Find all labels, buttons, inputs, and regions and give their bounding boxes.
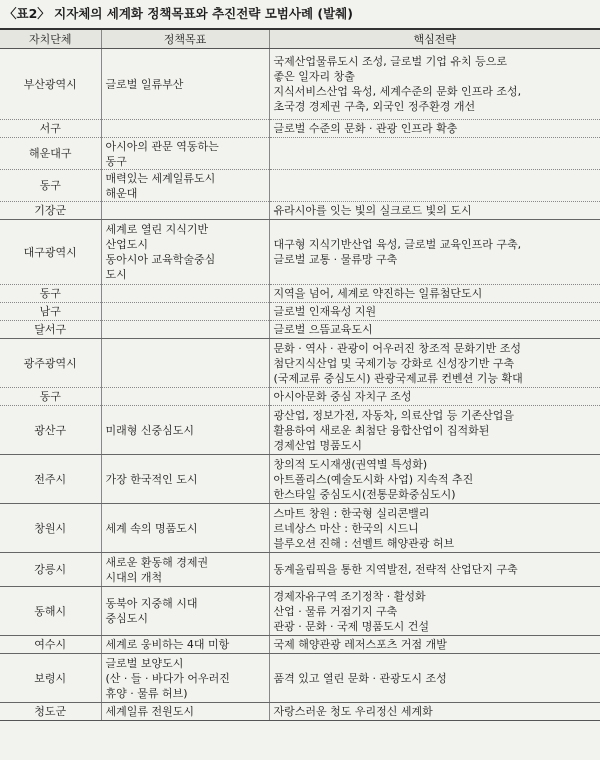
core-strategy-cell-line: 아트폴리스(예술도시화 사업) 지속적 추진 bbox=[273, 472, 474, 486]
core-strategy-cell bbox=[269, 321, 600, 339]
table-row bbox=[0, 587, 600, 636]
municipality-cell bbox=[0, 202, 101, 220]
core-strategy-cell-line: 대구형 지식기반산업 육성, 글로벌 교육인프라 구축, bbox=[273, 238, 522, 251]
table-row bbox=[0, 455, 600, 504]
core-strategy-cell-line: 창의적 도시재생(권역별 특성화) bbox=[273, 457, 428, 471]
policy-goal-cell bbox=[101, 406, 269, 455]
municipality-name: 창원시 bbox=[34, 521, 67, 535]
core-strategy-cell bbox=[269, 455, 600, 504]
municipality-name: 동구 bbox=[39, 287, 61, 300]
core-strategy-cell bbox=[269, 138, 600, 170]
policy-goal-cell-line: 도시 bbox=[105, 268, 127, 281]
municipality-name: 광주광역시 bbox=[23, 356, 77, 370]
policy-goal-cell-line: 세계 속의 명품도시 bbox=[105, 521, 198, 535]
policy-goal-cell bbox=[101, 285, 269, 303]
table-row bbox=[0, 303, 600, 321]
municipality-cell bbox=[0, 654, 101, 703]
policy-goal-cell-line: 새로운 환동해 경제권 bbox=[105, 555, 209, 569]
municipality-cell bbox=[0, 170, 101, 202]
policy-goal-cell bbox=[101, 388, 269, 406]
municipality-name: 동구 bbox=[39, 179, 61, 192]
policy-goal-cell-line: 해운대 bbox=[105, 186, 138, 200]
core-strategy-cell-line: 경제자유구역 조기정착 · 활성화 bbox=[273, 589, 426, 603]
municipality-name: 청도군 bbox=[34, 705, 67, 718]
core-strategy-cell-line: 르네상스 마산 : 한국의 시드니 bbox=[273, 521, 419, 535]
policy-goal-cell bbox=[101, 339, 269, 388]
header-municipality: 자치단체 bbox=[0, 29, 101, 49]
municipality-cell bbox=[0, 321, 101, 339]
table-row bbox=[0, 170, 600, 202]
core-strategy-cell-line: 품격 있고 열린 문화 · 관광도시 조성 bbox=[273, 671, 447, 685]
core-strategy-cell-line: 동계올림픽을 통한 지역발전, 전략적 산업단지 구축 bbox=[273, 563, 518, 576]
core-strategy-cell bbox=[269, 553, 600, 587]
policy-goal-cell-line: 세계로 웅비하는 4대 미항 bbox=[105, 638, 230, 651]
core-strategy-cell bbox=[269, 285, 600, 303]
table-row bbox=[0, 49, 600, 120]
policy-goal-cell-line: 동구 bbox=[105, 154, 127, 168]
policy-goal-cell-line: 산업도시 bbox=[105, 238, 149, 251]
municipality-cell bbox=[0, 703, 101, 721]
municipality-cell bbox=[0, 285, 101, 303]
core-strategy-cell bbox=[269, 636, 600, 654]
policy-goal-cell bbox=[101, 703, 269, 721]
core-strategy-cell bbox=[269, 120, 600, 138]
core-strategy-cell-line: 관광 · 문화 · 국제 명품도시 건설 bbox=[273, 619, 429, 633]
core-strategy-cell bbox=[269, 406, 600, 455]
core-strategy-cell-line: 글로벌 교통 · 물류망 구축 bbox=[273, 253, 398, 266]
municipality-cell bbox=[0, 587, 101, 636]
table-row bbox=[0, 120, 600, 138]
municipality-cell bbox=[0, 406, 101, 455]
core-strategy-cell bbox=[269, 303, 600, 321]
municipality-name: 여수시 bbox=[34, 638, 67, 651]
policy-goal-cell-line: 휴양 · 물류 허브) bbox=[105, 686, 188, 700]
policy-goal-cell-line: 글로벌 일류부산 bbox=[105, 77, 184, 91]
core-strategy-cell-line: 지역을 넘어, 세계로 약진하는 일류첨단도시 bbox=[273, 287, 483, 300]
header-core-strategy: 핵심전략 bbox=[269, 29, 600, 49]
policy-goal-cell-line: (산 · 들 · 바다가 어우러진 bbox=[105, 671, 230, 685]
core-strategy-cell bbox=[269, 339, 600, 388]
core-strategy-cell-line: 블루오션 진해 : 선벨트 해양관광 허브 bbox=[273, 536, 455, 550]
policy-goal-cell-line: 미래형 신중심도시 bbox=[105, 423, 195, 437]
municipality-cell bbox=[0, 636, 101, 654]
core-strategy-cell bbox=[269, 504, 600, 553]
policy-goal-cell bbox=[101, 636, 269, 654]
municipality-name: 남구 bbox=[39, 305, 61, 318]
policy-goal-cell bbox=[101, 138, 269, 170]
core-strategy-cell bbox=[269, 587, 600, 636]
policy-goal-cell-line: 글로벌 보양도시 bbox=[105, 656, 184, 670]
municipality-cell bbox=[0, 49, 101, 120]
policy-goal-cell bbox=[101, 220, 269, 285]
policy-goal-cell bbox=[101, 455, 269, 504]
municipality-name: 동해시 bbox=[34, 604, 67, 618]
policy-goal-cell bbox=[101, 553, 269, 587]
policy-goal-cell bbox=[101, 120, 269, 138]
policy-goal-cell bbox=[101, 49, 269, 120]
core-strategy-cell-line: 한스타일 중심도시(전통문화중심도시) bbox=[273, 487, 456, 501]
table-title: 〈표2〉 지자체의 세계화 정책목표와 추진전략 모범사례 (발췌) bbox=[0, 0, 600, 28]
municipality-name: 동구 bbox=[39, 390, 61, 403]
header-policy-goal: 정책목표 bbox=[101, 29, 269, 49]
table-row bbox=[0, 636, 600, 654]
policy-goal-cell-line: 매력있는 세계일류도시 bbox=[105, 171, 216, 185]
municipality-cell bbox=[0, 388, 101, 406]
municipality-cell bbox=[0, 553, 101, 587]
municipality-name: 광산구 bbox=[34, 423, 67, 437]
table-row bbox=[0, 321, 600, 339]
core-strategy-cell-line: 글로벌 수준의 문화 · 관광 인프라 확충 bbox=[273, 122, 458, 135]
municipality-name: 달서구 bbox=[34, 323, 67, 336]
municipality-name: 부산광역시 bbox=[23, 77, 77, 91]
core-strategy-cell-line: 글로벌 으뜸교육도시 bbox=[273, 323, 373, 336]
core-strategy-cell bbox=[269, 202, 600, 220]
core-strategy-cell bbox=[269, 220, 600, 285]
core-strategy-cell-line: 초국경 경제권 구축, 외국인 정주환경 개선 bbox=[273, 100, 476, 113]
header-row bbox=[0, 29, 600, 49]
policy-goal-cell bbox=[101, 303, 269, 321]
core-strategy-cell-line: 첨단지식산업 및 국제기능 강화로 신성장기반 구축 bbox=[273, 356, 515, 370]
table-row bbox=[0, 388, 600, 406]
core-strategy-cell-line: 문화 · 역사 · 관광이 어우러진 창조적 문화기반 조성 bbox=[273, 341, 521, 355]
core-strategy-cell bbox=[269, 388, 600, 406]
core-strategy-cell bbox=[269, 654, 600, 703]
policy-goal-cell-line: 세계일류 전원도시 bbox=[105, 705, 195, 718]
table-row bbox=[0, 703, 600, 721]
core-strategy-cell-line: 자랑스러운 청도 우리정신 세계화 bbox=[273, 705, 433, 718]
table-row bbox=[0, 339, 600, 388]
core-strategy-cell-line: 국제산업물류도시 조성, 글로벌 기업 유치 등으로 bbox=[273, 55, 507, 68]
table-row bbox=[0, 202, 600, 220]
core-strategy-cell-line: (국제교류 중심도시) 관광국제교류 컨벤션 기능 확대 bbox=[273, 371, 523, 385]
policy-goal-cell bbox=[101, 654, 269, 703]
municipality-cell bbox=[0, 455, 101, 504]
municipality-cell bbox=[0, 504, 101, 553]
municipality-name: 강릉시 bbox=[34, 563, 67, 576]
core-strategy-cell-line: 아시아문화 중심 자치구 조성 bbox=[273, 390, 412, 403]
core-strategy-cell-line: 유라시아를 잇는 빛의 실크로드 빛의 도시 bbox=[273, 204, 472, 217]
core-strategy-cell-line: 경제산업 명품도시 bbox=[273, 438, 363, 452]
core-strategy-cell-line: 활용하여 새로운 최첨단 융합산업이 집적화된 bbox=[273, 423, 490, 437]
municipality-name: 해운대구 bbox=[28, 147, 72, 160]
policy-goal-cell-line: 중심도시 bbox=[105, 612, 149, 625]
core-strategy-cell-line: 산업 · 물류 거점기지 구축 bbox=[273, 604, 398, 618]
municipality-name: 전주시 bbox=[34, 472, 67, 486]
core-strategy-cell-line: 국제 해양관광 레저스포츠 거점 개발 bbox=[273, 638, 447, 651]
core-strategy-cell-line: 스마트 창원 : 한국형 실리콘밸리 bbox=[273, 506, 430, 520]
policy-goal-cell bbox=[101, 504, 269, 553]
policy-goal-cell bbox=[101, 321, 269, 339]
table-row bbox=[0, 504, 600, 553]
table-row bbox=[0, 553, 600, 587]
core-strategy-cell bbox=[269, 703, 600, 721]
policy-goal-cell-line: 시대의 개척 bbox=[105, 570, 163, 584]
municipality-name: 기장군 bbox=[34, 204, 67, 217]
municipality-cell bbox=[0, 220, 101, 285]
table-row bbox=[0, 138, 600, 170]
municipality-name: 대구광역시 bbox=[23, 245, 77, 259]
table-row bbox=[0, 220, 600, 285]
municipality-cell bbox=[0, 303, 101, 321]
policy-goal-cell bbox=[101, 170, 269, 202]
policy-goal-cell-line: 가장 한국적인 도시 bbox=[105, 472, 198, 486]
policy-goal-cell-line: 동북아 지중해 시대 bbox=[105, 597, 198, 610]
municipality-cell bbox=[0, 339, 101, 388]
policy-goal-cell-line: 아시아의 관문 역동하는 bbox=[105, 139, 219, 153]
policy-table bbox=[0, 28, 600, 721]
core-strategy-cell-line: 글로벌 인재육성 지원 bbox=[273, 305, 377, 318]
table-row bbox=[0, 654, 600, 703]
core-strategy-cell bbox=[269, 170, 600, 202]
core-strategy-cell-line: 광산업, 정보가전, 자동차, 의료산업 등 기존산업을 bbox=[273, 408, 514, 422]
policy-goal-cell bbox=[101, 587, 269, 636]
table-row bbox=[0, 285, 600, 303]
municipality-cell bbox=[0, 138, 101, 170]
core-strategy-cell-line: 지식서비스산업 육성, 세계수준의 문화 인프라 조성, bbox=[273, 85, 522, 98]
table-row bbox=[0, 406, 600, 455]
policy-goal-cell-line: 세계로 열린 지식기반 bbox=[105, 223, 209, 236]
policy-goal-cell bbox=[101, 202, 269, 220]
municipality-name: 보령시 bbox=[34, 671, 67, 685]
municipality-cell bbox=[0, 120, 101, 138]
policy-goal-cell-line: 동아시아 교육학술중심 bbox=[105, 253, 216, 266]
core-strategy-cell-line: 좋은 일자리 창출 bbox=[273, 70, 355, 83]
municipality-name: 서구 bbox=[39, 122, 61, 135]
core-strategy-cell bbox=[269, 49, 600, 120]
